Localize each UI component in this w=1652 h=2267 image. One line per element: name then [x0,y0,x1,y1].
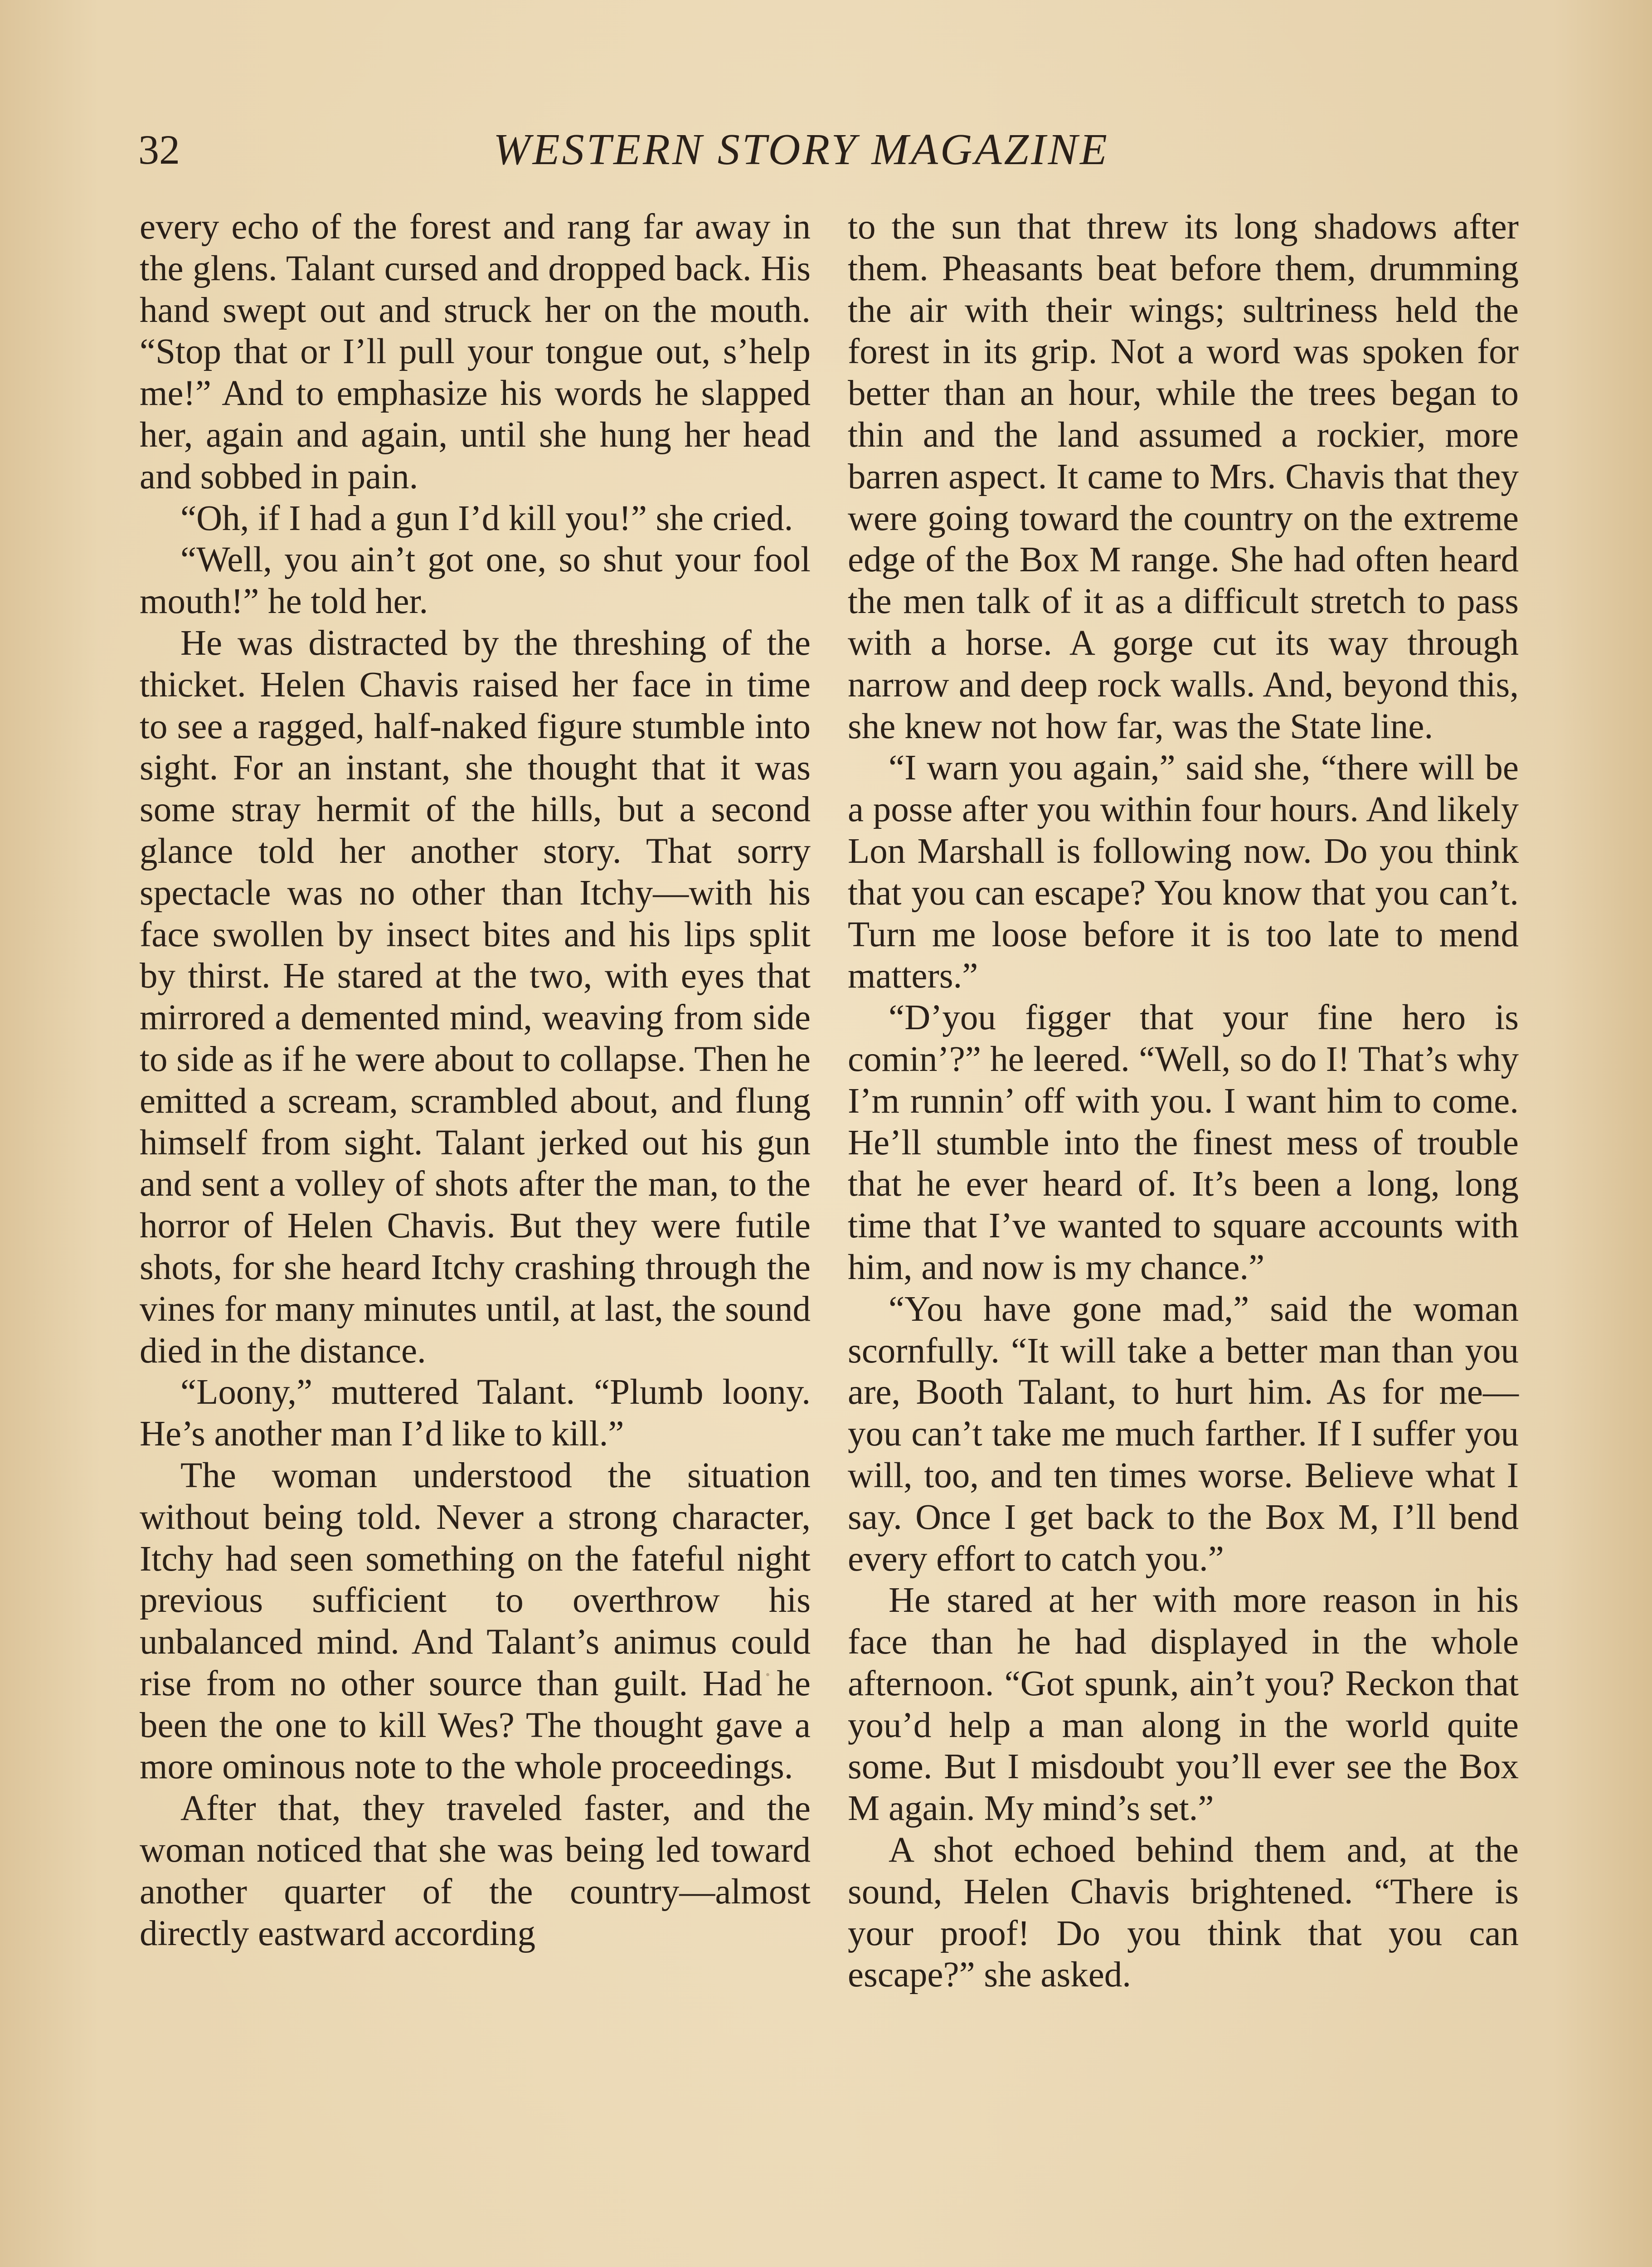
paragraph: A shot echoed behind them and, at the sound, Helen Chavis brightened. “There is your proof! Do you think that you can escape?” she asked. [848,1830,1519,1995]
page-header [138,122,1464,177]
paragraph: every echo of the forest and rang far away in the glens. Talant cursed and dropped back. His hand swept out and struck her on the mouth. “Stop that or I’ll pull your tongue out, s’help me!” And to emphasize his words he slapped her, again and again, until she hung her head and sobbed in pain. [140,207,811,496]
paragraph: After that, they traveled faster, and the woman noticed that she was being led toward another quarter of the country—almost directly eastward according [140,1789,811,1953]
paragraph: He was distracted by the threshing of the thicket. Helen Chavis raised her face in time to see a ragged, half-naked figure stumble into sight. For an instant, she thought that it was some stray hermit of the hills, but a second glance told her another story. That sorry spectacle was no other than Itchy—with his face swollen by insect bites and his lips split by thirst. He stared at the two, with eyes that mirrored a demented mind, weaving from side to side as if he were about to collapse. Then he emitted a scream, scrambled about, and flung himself from sight. Talant jerked out his gun and sent a volley of shots after the man, to the horror of Helen Chavis. But they were futile shots, for she heard Itchy crashing through the vines for many minutes until, at last, the sound died in the distance. [140,623,811,1371]
paragraph: “You have gone mad,” said the woman scornfully. “It will take a better man than you are, Booth Talant, to hurt him. As for me—you can’t take me much farther. If I suffer you will, too, and ten times worse. Believe what I say. Once I get back to the Box M, I’ll bend every effort to catch you.” [848,1289,1519,1579]
left-column [140,206,811,1954]
paper-speck [1496,1433,1501,1437]
paragraph: “Well, you ain’t got one, so shut your fool mouth!” he told her. [140,540,811,622]
paragraph: “I warn you again,” said she, “there will be a posse after you within four hours. And likely Lon Marshall is following now. Do you think that you can escape? You know that you can’t. Turn me loose before it is too late to mend matters.” [848,748,1519,996]
paragraph: The woman understood the situation without being told. Never a strong character, Itchy had seen something on the fateful night previous sufficient to overthrow his unbalanced mind. And Talant’s animus could rise from no other source than guilt. Had he been the one to kill Wes? The thought gave a more ominous note to the whole proceedings. [140,1455,811,1787]
paragraph: He stared at her with more reason in his face than he had displayed in the whole afternoon. “Got spunk, ain’t you? Reckon that you’d help a man along in the world quite some. But I misdoubt you’ll ever see the Box M again. My mind’s set.” [848,1581,1519,1829]
paragraph: “D’you figger that your fine hero is comin’?” he leered. “Well, so do I! That’s why I’m runnin’ off with you. I want him to come. He’ll stumble into the finest mess of trouble that he ever heard of. It’s been a long, long time that I’ve wanted to square accounts with him, and now is my chance.” [848,998,1519,1287]
paper-speck [766,1673,769,1676]
page-number: 32 [138,126,180,173]
paragraph: “Loony,” muttered Talant. “Plumb loony. He’s another man I’d like to kill.” [140,1372,811,1454]
paragraph: to the sun that threw its long shadows after them. Pheasants beat before them, drumming the air with their wings; sultriness held the forest in its grip. Not a word was spoken for better than an hour, while the trees began to thin and the land assumed a rockier, more barren aspect. It came to Mrs. Chavis that they were going toward the country on the extreme edge of the Box M range. She had often heard the men talk of it as a difficult stretch to pass with a horse. A gorge cut its way through narrow and deep rock walls. And, beyond this, she knew not how far, was the State line. [848,207,1519,746]
paragraph: “Oh, if I had a gun I’d kill you!” she cried. [180,498,793,538]
running-title: WESTERN STORY MAGAZINE [493,125,1109,174]
right-column [848,206,1519,1996]
